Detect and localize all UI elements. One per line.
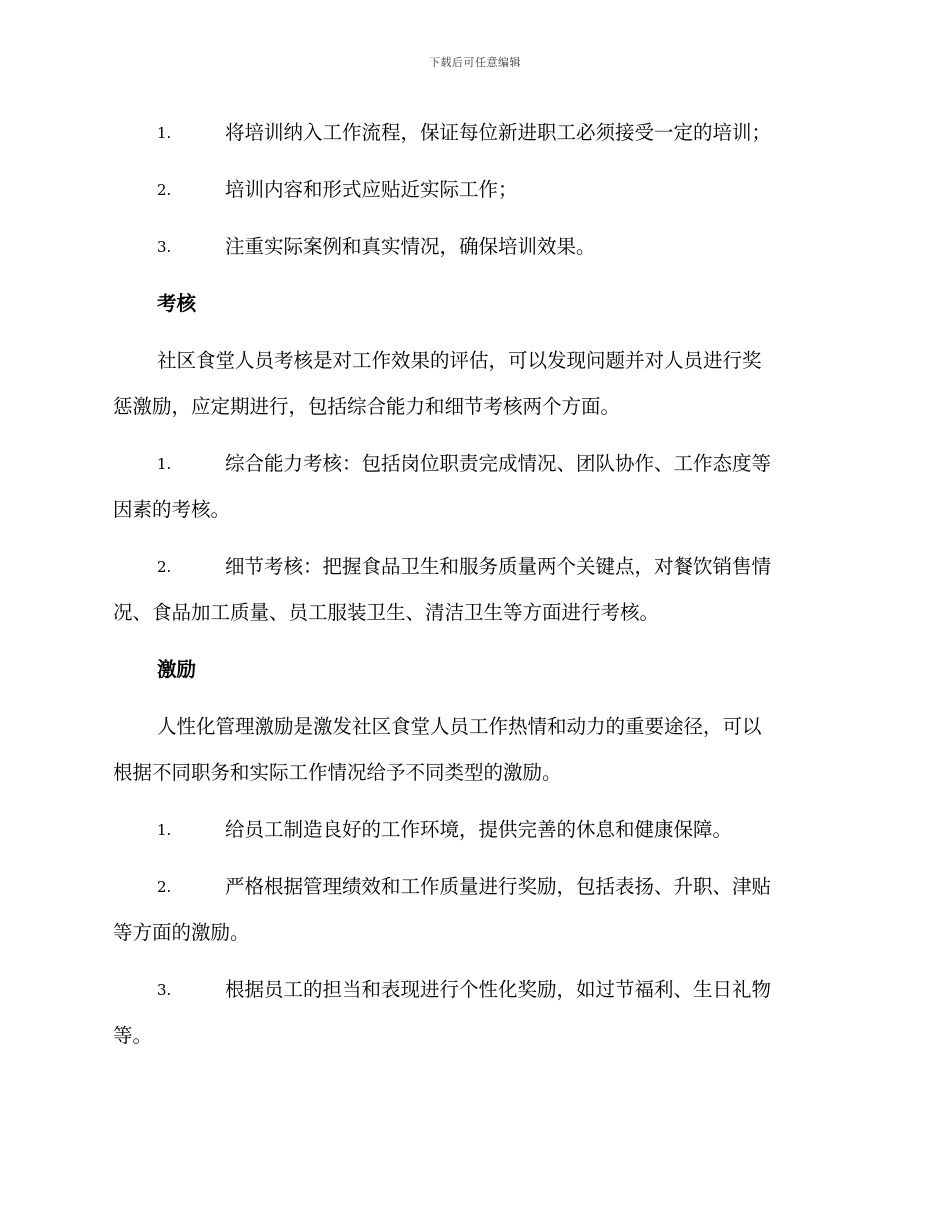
list-number: 2. [157,558,172,576]
paragraph-line: 社区食堂人员考核是对工作效果的评估，可以发现问题并对人员进行奖 [157,349,762,372]
list-item [113,441,833,533]
list-item [113,224,833,270]
list-text: 等方面的激励。 [113,921,250,944]
list-text: 细节考核：把握食品卫生和服务质量两个关键点，对餐饮销售情 [225,555,772,578]
paragraph-line: 惩激励，应定期进行，包括综合能力和细节考核两个方面。 [113,395,621,418]
section-heading-assessment: 考核 [157,292,197,315]
list-item [113,967,833,1059]
list-text: 因素的考核。 [113,498,231,521]
list-item [113,864,833,956]
list-number: 3. [157,238,172,256]
list-item [113,110,833,156]
list-number: 1. [157,455,172,473]
list-text: 培训内容和形式应贴近实际工作； [225,178,518,201]
paragraph-assessment-intro [113,338,833,430]
list-number: 1. [157,821,172,839]
list-text: 严格根据管理绩效和工作质量进行奖励，包括表扬、升职、津贴 [225,875,772,898]
list-text: 注重实际案例和真实情况，确保培训效果。 [225,235,596,258]
list-item [113,544,833,636]
list-text: 给员工制造良好的工作环境，提供完善的休息和健康保障。 [225,818,733,841]
list-text: 等。 [113,1024,153,1047]
paragraph-incentive-intro [113,704,833,796]
page-header: 下载后可任意编辑 [429,56,521,69]
list-text: 将培训纳入工作流程，保证每位新进职工必须接受一定的培训； [225,121,772,144]
list-text: 综合能力考核：包括岗位职责完成情况、团队协作、工作态度等 [225,452,772,475]
list-number: 2. [157,181,172,199]
list-text: 况、食品加工质量、员工服装卫生、清洁卫生等方面进行考核。 [113,601,660,624]
list-text: 根据员工的担当和表现进行个性化奖励，如过节福利、生日礼物 [225,978,772,1001]
list-number: 3. [157,981,172,999]
list-number: 1. [157,124,172,142]
list-item [113,807,833,853]
paragraph-line: 根据不同职务和实际工作情况给予不同类型的激励。 [113,761,562,784]
document-body [113,110,833,1070]
section-heading-incentive: 激励 [157,658,197,681]
paragraph-line: 人性化管理激励是激发社区食堂人员工作热情和动力的重要途径，可以 [157,715,762,738]
list-number: 2. [157,878,172,896]
list-item [113,167,833,213]
